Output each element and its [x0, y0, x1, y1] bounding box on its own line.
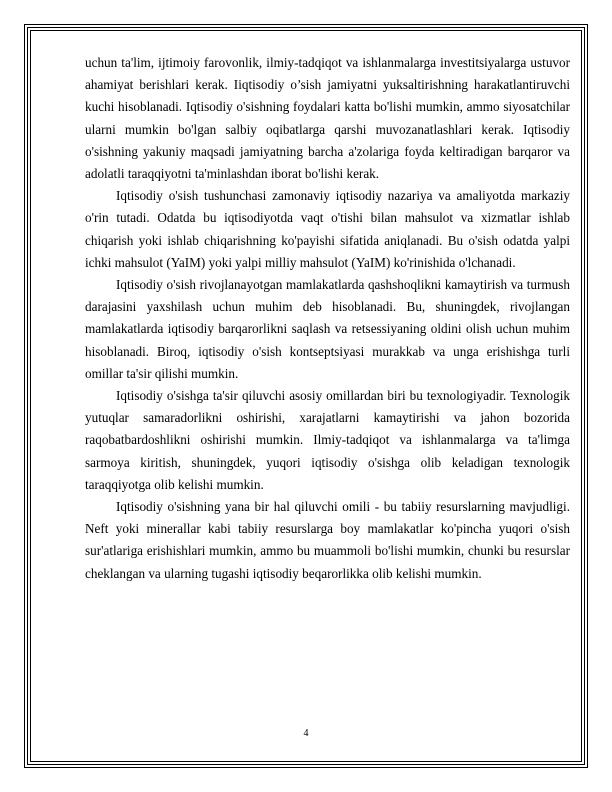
paragraph: Iqtisodiy o'sish tushunchasi zamonaviy iqtisodiy nazariya va amaliyotda markaziy o'rin tutadi. Odatda bu iqtisodiyotda vaqt o'tishi bilan mahsulot va xizmatlar ishlab chiqarish yoki ishlab chiqarishning ko'payishi sifatida aniqlanadi. Bu o'sish odatda yalpi ichki mahsulot (YaIM) yoki yalpi milliy mahsulot (YaIM) ko'rinishida o'lchanadi. — [85, 188, 570, 270]
document-body — [85, 52, 570, 585]
paragraph: Iqtisodiy o'sish rivojlanayotgan mamlakatlarda qashshoqlikni kamaytirish va turmush darajasini yaxshilash uchun muhim deb hisoblanadi. Bu, shuningdek, rivojlangan mamlakatlarda iqtisodiy barqarorlikni saqlash va retsessiyaning oldini olish uchun muhim hisoblanadi. Biroq, iqtisodiy o'sish kontseptsiyasi murakkab va unga erishishga turli omillar ta'sir qilishi mumkin. — [85, 277, 570, 381]
page-number: 4 — [303, 728, 309, 739]
paragraph: uchun ta'lim, ijtimoiy farovonlik, ilmiy-tadqiqot va ishlanmalarga investitsiyalarga ustuvor ahamiyat berishlari kerak. Iiqtisodiy o’sish jamiyatni yuksaltirishning harakatlantiruvchi kuchi hisoblanadi. Iqtisodiy o'sishning foydalari katta bo'lishi mumkin, ammo siyosatchilar ularni mumkin bo'lgan salbiy oqibatlarga qarshi muvozanatlashlari kerak. Iqtisodiy o'sishning yakuniy maqsadi jamiyatning barcha a'zolariga foyda keltiradigan barqaror va adolatli taraqqiyotni ta'minlashdan iborat bo'lishi kerak. — [85, 55, 570, 182]
paragraph: Iqtisodiy o'sishning yana bir hal qiluvchi omili - bu tabiiy resurslarning mavjudligi. Neft yoki minerallar kabi tabiiy resurslarga boy mamlakatlar ko'pincha yuqori o'sish sur'atlariga erishishlari mumkin, ammo bu muammoli bo'lishi mumkin, chunki bu resurslar cheklangan va ularning tugashi iqtisodiy beqarorlikka olib kelishi mumkin. — [85, 499, 570, 581]
paragraph: Iqtisodiy o'sishga ta'sir qiluvchi asosiy omillardan biri bu texnologiyadir. Texnologik yutuqlar samaradorlikni oshirishi, xarajatlarni kamaytirishi va jahon bozorida raqobatbardoshlikni oshirishi mumkin. Ilmiy-tadqiqot va ishlanmalarga va ta'limga sarmoya kiritish, shuningdek, yuqori iqtisodiy o'sishga olib keladigan texnologik taraqqiyotga olib kelishi mumkin. — [85, 388, 570, 492]
